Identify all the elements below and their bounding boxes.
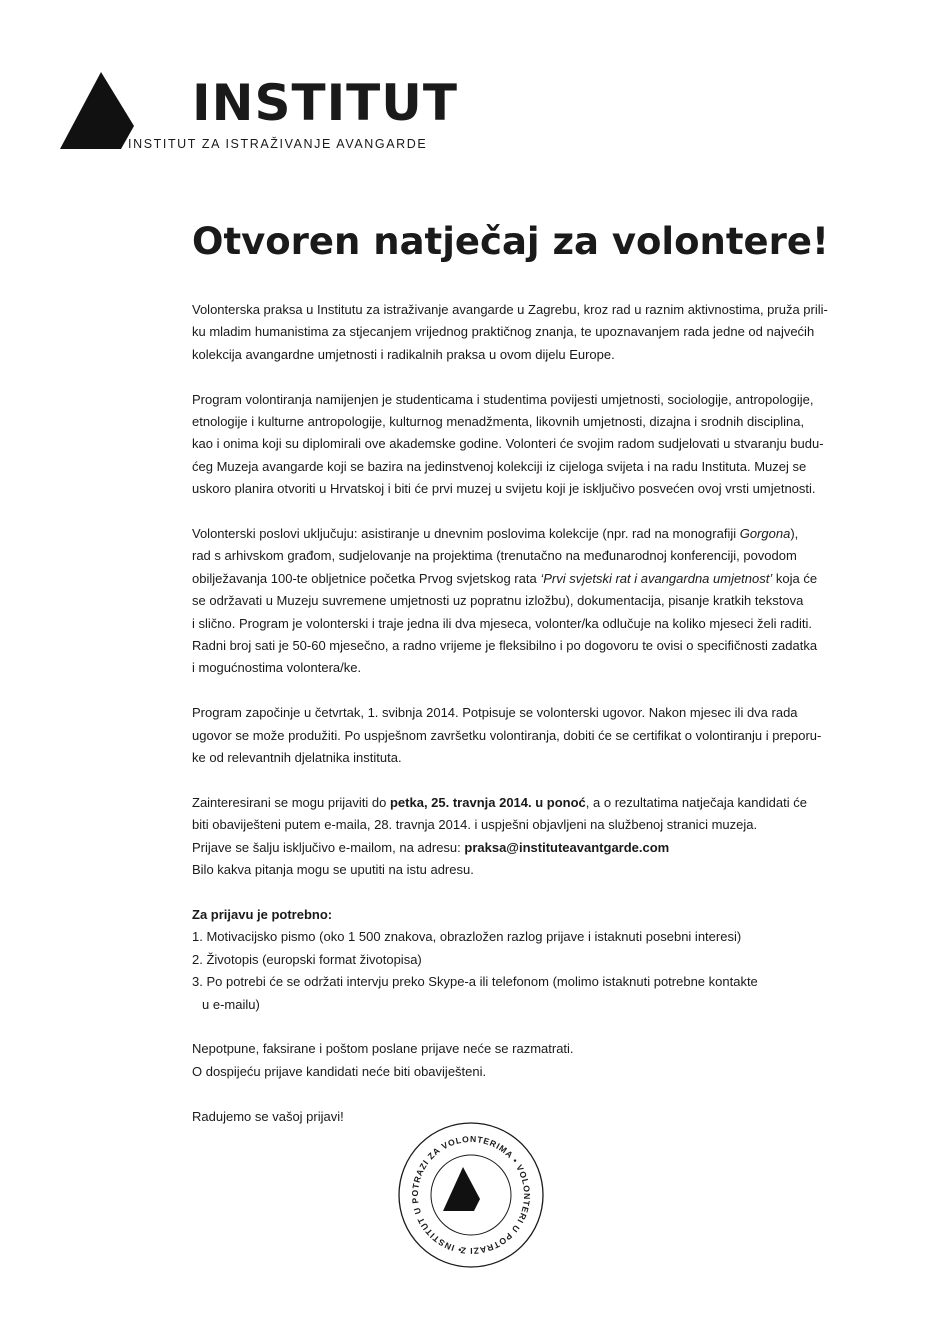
- text-line: uskoro planira otvoriti u Hrvatskoj i biti će prvi muzej u svijetu koji je isključivo posvećen ovoj vrsti umjetnosti.: [192, 481, 816, 497]
- institute-wordmark: INSTITUT: [192, 74, 458, 132]
- text-line: i mogućnostima volontera/ke.: [192, 660, 362, 676]
- stamp-ring-text: • INSTITUT U POTRAZI ZA VOLONTERIMA • VOLONTERI U POTRAZI ZA: [409, 1133, 533, 1257]
- text-line: Nepotpune, faksirane i poštom poslane prijave neće se razmatrati.: [192, 1041, 574, 1057]
- duties-paragraph: [192, 523, 818, 680]
- text-run: Prijave se šalju isključivo e-mailom, na adresu:: [192, 839, 465, 855]
- text-line: kolekcija avangardne umjetnosti i radikalnih praksa u ovom dijelu Europe.: [192, 346, 615, 362]
- text-line: O dospijeću prijave kandidati neće biti obaviješteni.: [192, 1063, 487, 1079]
- text-line: se održavati u Muzeju suvremene umjetnosti uz popratnu izložbu), dokumentacija, pisanje kratkih tekstova: [192, 593, 804, 609]
- document-body: [192, 299, 828, 1150]
- text-line: Bilo kakva pitanja mogu se uputiti na istu adresu.: [192, 862, 474, 878]
- contact-email: praksa@instituteavantgarde.com: [464, 839, 670, 855]
- institute-logo-triangle-icon: [60, 72, 134, 150]
- deadline: petka, 25. travnja 2014. u ponoć: [389, 794, 586, 810]
- notes-paragraph: [192, 1038, 812, 1083]
- intro-paragraph: [192, 299, 828, 366]
- text-run: , a o rezultatima natječaja kandidati će: [585, 794, 807, 810]
- requirement-item: 2. Životopis (europski format životopisa): [192, 951, 422, 967]
- text-line: [192, 523, 812, 545]
- text-line: kao i onima koji su diplomirali ove akademske godine. Volonteri će svojim radom sudjelovati u stvaranju budu-: [192, 436, 824, 452]
- requirement-item: 1. Motivacijsko pismo (oko 1 500 znakova, obrazložen razlog prijave i istaknuti posebni interesi): [192, 929, 742, 945]
- text-run: obilježavanja 100-te obljetnice početka Prvog svjetskog rata: [192, 570, 541, 586]
- text-line: Program volontiranja namijenjen je studenticama i studentima povijesti umjetnosti, sociologije, antropologije,: [192, 391, 814, 407]
- text-run: koja će: [772, 570, 818, 586]
- monograph-title: Gorgona: [739, 526, 791, 542]
- conference-title: ‘Prvi svjetski rat i avangardna umjetnost’: [540, 570, 773, 586]
- text-line: Radni broj sati je 50-60 mjesečno, a radno vrijeme je fleksibilno i po dogovoru te ovisi o specifičnosti zadatka: [192, 638, 818, 654]
- text-line: ke od relevantnih djelatnika instituta.: [192, 750, 402, 766]
- requirement-item: 3. Po potrebi će se održati intervju preko Skype-a ili telefonom (molimo istaknuti potrebne kontakte: [192, 974, 758, 990]
- text-line: [192, 792, 812, 814]
- text-line: rad s arhivskom građom, sudjelovanje na projektima (trenutačno na međunarodnoj konferenciji, povodom: [192, 548, 797, 564]
- volunteer-stamp: [397, 1121, 545, 1269]
- stamp-triangle-icon: [443, 1167, 480, 1211]
- text-run: Volonterski poslovi uključuju: asistiranje u dnevnim poslovima kolekcije (npr. rad na monografiji: [192, 526, 740, 542]
- text-line: biti obaviješteni putem e-maila, 28. travnja 2014. i uspješni objavljeni na službenoj stranici muzeja.: [192, 817, 758, 833]
- text-line: Volonterska praksa u Institutu za istraživanje avangarde u Zagrebu, kroz rad u raznim aktivnostima, pruža prili-: [192, 302, 828, 317]
- text-line: ku mladim humanistima za stjecanjem vrijednog praktičnog znanja, te upoznavanjem rada jedne od najvećih: [192, 324, 815, 340]
- text-line: i slično. Program je volonterski i traje jedna ili dva mjeseca, volonter/ka odlučuje na koliko mjeseci želi raditi.: [192, 615, 812, 631]
- text-line: ćeg Muzeja avangarde koji se bazira na jedinstvenoj kolekciji iz cijeloga svijeta i na radu Instituta. Muzej se: [192, 458, 807, 474]
- text-line: Program započinje u četvrtak, 1. svibnja 2014. Potpisuje se volonterski ugovor. Nakon mjesec ili dva rada: [192, 705, 798, 721]
- requirements-section: [192, 904, 812, 1016]
- program-paragraph: [192, 389, 824, 501]
- text-run: Zainteresirani se mogu prijaviti do: [192, 794, 390, 810]
- text-run: ),: [790, 526, 799, 542]
- page-title: Otvoren natječaj za volontere!: [192, 220, 829, 263]
- requirement-item-continuation: u e-mailu): [202, 996, 260, 1012]
- text-line: [192, 568, 818, 590]
- text-line: ugovor se može produžiti. Po uspješnom završetku volontiranja, dobiti će se certifikat o volontiranju i preporu-: [192, 727, 822, 743]
- requirements-heading: Za prijavu je potrebno:: [192, 906, 333, 922]
- text-line: [192, 837, 812, 859]
- text-line: etnologije i kulturne antropologije, kulturnog menadžmenta, likovnih umjetnosti, dizajna i srodnih disciplina,: [192, 414, 805, 430]
- text-line: Radujemo se vašoj prijavi!: [192, 1108, 344, 1124]
- apply-paragraph: [192, 792, 812, 882]
- institute-subtitle: INSTITUT ZA ISTRAŽIVANJE AVANGARDE: [128, 137, 428, 151]
- start-paragraph: [192, 702, 822, 769]
